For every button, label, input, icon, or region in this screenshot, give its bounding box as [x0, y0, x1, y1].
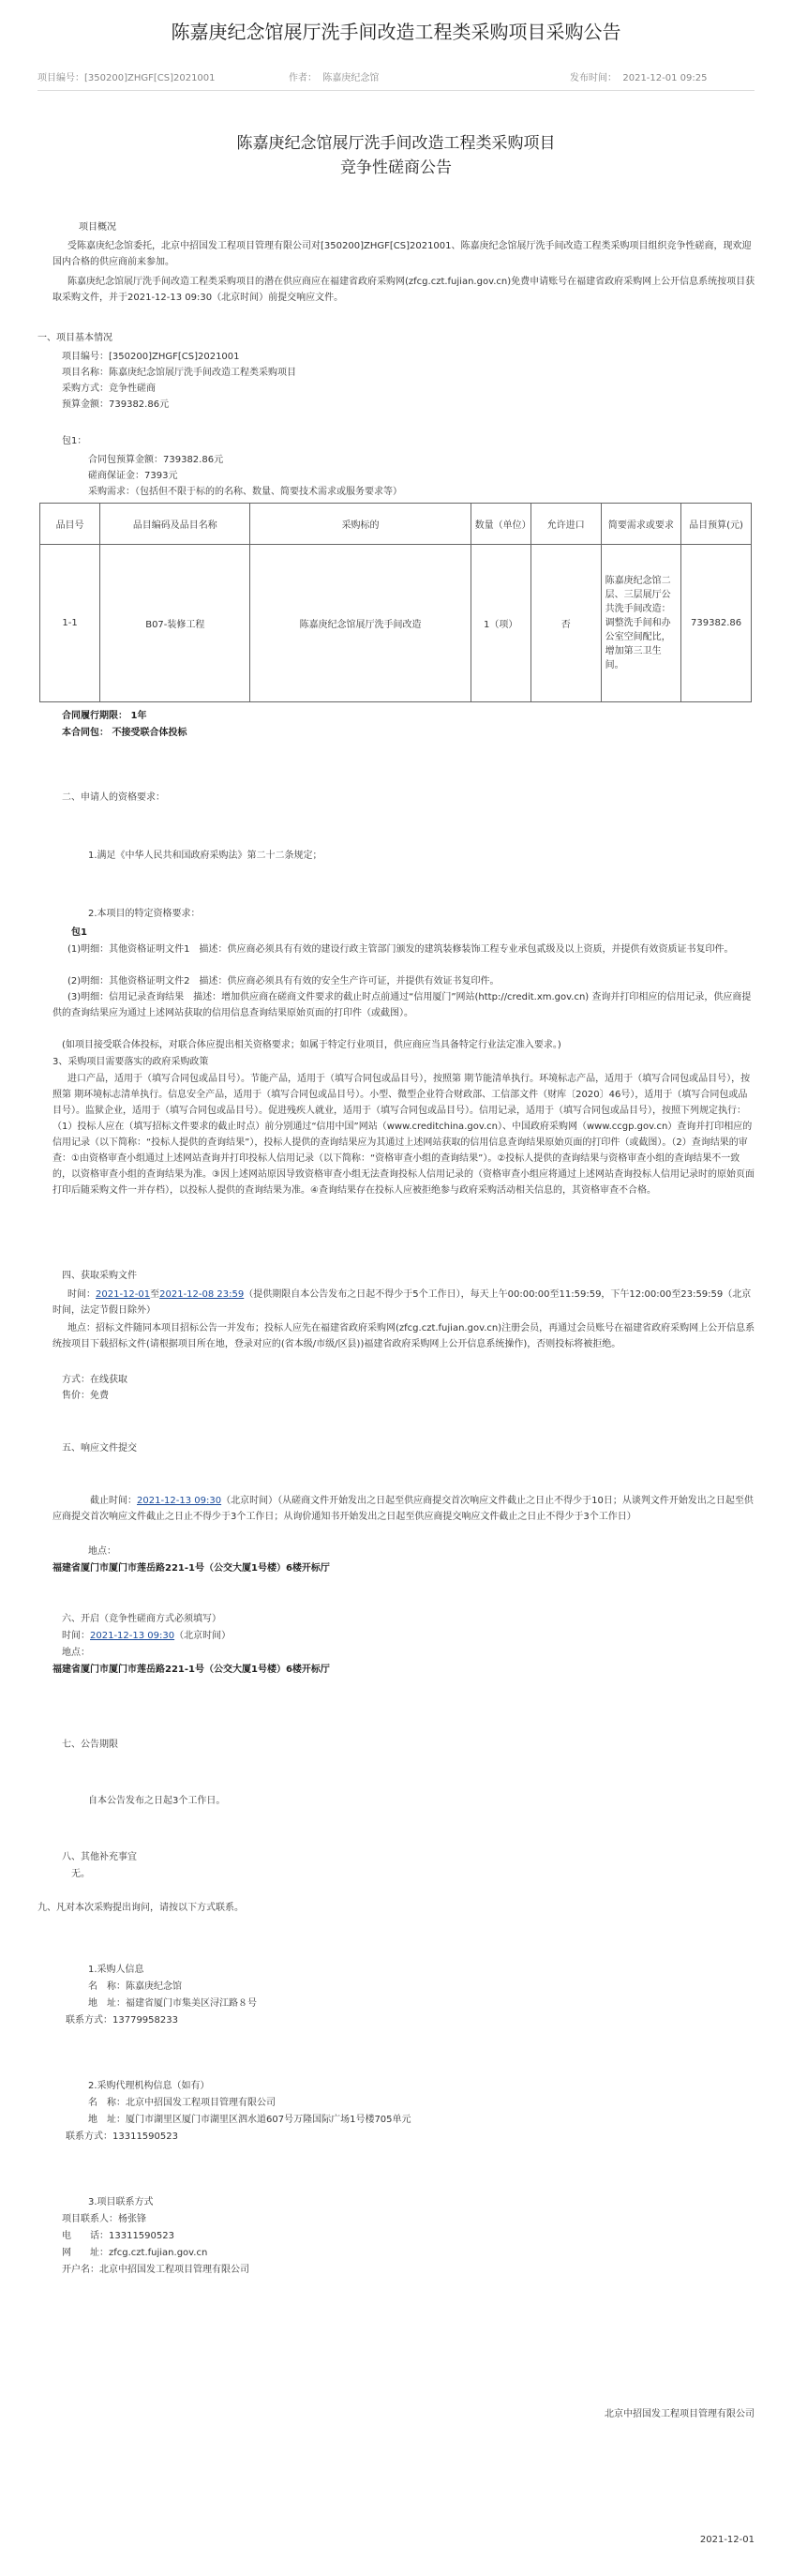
- sec1-row: 项目名称：陈嘉庚纪念馆展厅洗手间改造工程类采购项目: [62, 368, 296, 378]
- table-header: 简要需求或要求: [601, 504, 681, 545]
- divider: [37, 90, 755, 91]
- sec8-title: 八、其他补充事宜: [62, 1852, 137, 1862]
- req-item: (3)明细：信用记录查询结果 描述：增加供应商在磋商文件要求的截止时点前通过“信用厦门”网站(http://credit.xm.gov.cn) 查询并打印相应的信用记录，供应商提供的查询结果应为通过上述网站获取的信用信息查询结果原始页面的打印件（或截图）。: [52, 992, 752, 1018]
- meta-bar: [37, 69, 755, 83]
- procurement-table: [39, 503, 752, 702]
- time-start-link[interactable]: 2021-12-01: [96, 1289, 151, 1300]
- sec6-place: 福建省厦门市厦门市莲岳路221-1号（公交大厦1号楼）6楼开标厅: [52, 1665, 330, 1675]
- contact-line: 网 址：zfcg.czt.fujian.gov.cn: [62, 2248, 208, 2258]
- req1: 1.满足《中华人民共和国政府采购法》第二十二条规定；: [88, 851, 322, 861]
- sec4-time: 时间：2021-12-01至2021-12-08 23:59（提供期限自本公告发布之日起不得少于5个工作日），每天上午00:00:00至11:59:59，下午12:00:00至23:59:59（北京时间，法定节假日除外）: [52, 1289, 752, 1316]
- contact-line: 电 话：13311590523: [62, 2231, 174, 2241]
- contact-title: 3.项目联系方式: [88, 2197, 154, 2207]
- agency-line: 地 址：厦门市湖里区厦门市湖里区泗水道607号万隆国际广场1号楼705单元: [88, 2115, 411, 2125]
- purchaser-line: 联系方式：13779958233: [66, 2015, 178, 2026]
- overview-p1: 受陈嘉庚纪念馆委托，北京中招国发工程项目管理有限公司对[350200]ZHGF[CS]2021001、陈嘉庚纪念馆展厅洗手间改造工程类采购项目组织竞争性磋商，现欢迎国内合格的供应商前来参加。: [52, 241, 752, 267]
- doc-heading-1: 陈嘉庚纪念馆展厅洗手间改造工程类采购项目: [236, 134, 556, 153]
- table-header: 品目号: [40, 504, 100, 545]
- table-header: 允许进口: [530, 504, 601, 545]
- agency-line: 联系方式：13311590523: [66, 2132, 178, 2142]
- table-cell: 否: [530, 545, 601, 702]
- table-cell: 739382.86: [681, 545, 752, 702]
- pkg-requirement: 采购需求：（包括但不限于标的的名称、数量、简要技术需求或服务要求等）: [88, 487, 402, 497]
- purchaser-line: 名 称：陈嘉庚纪念馆: [88, 1981, 182, 1992]
- req-note: (如项目接受联合体投标，对联合体应提出相关资格要求；如属于特定行业项目，供应商应当具备特定行业法定准入要求。): [62, 1040, 561, 1050]
- sec1-title: 一、项目基本情况: [37, 333, 112, 343]
- consortium: 本合同包： 不接受联合体投标: [62, 728, 187, 738]
- table-header: 数量（单位）: [471, 504, 530, 545]
- req-item: (2)明细：其他资格证明文件2 描述：供应商必须具有有效的安全生产许可证，并提供有效证书复印件。: [67, 976, 500, 987]
- req-package: 包1: [71, 927, 87, 938]
- sec1-row: 采购方式：竞争性磋商: [62, 384, 156, 394]
- agency-line: 名 称：北京中招国发工程项目管理有限公司: [88, 2098, 276, 2108]
- table-cell: 1（项）: [471, 545, 530, 702]
- table-cell: 1-1: [40, 545, 100, 702]
- pkg-budget: 合同包预算金额：739382.86元: [88, 455, 224, 465]
- sec9-title: 九、凡对本次采购提出询问，请按以下方式联系。: [37, 1903, 244, 1913]
- sec4-price: 售价：免费: [62, 1391, 109, 1401]
- purchaser-line: 地 址：福建省厦门市集美区浔江路８号: [88, 1998, 257, 2009]
- table-row: [40, 545, 752, 702]
- open-time-link[interactable]: 2021-12-13 09:30: [90, 1631, 175, 1641]
- sec1-row: 预算金额：739382.86元: [62, 399, 170, 410]
- agency-title: 2.采购代理机构信息（如有）: [88, 2081, 210, 2091]
- pkg-deposit: 磋商保证金：7393元: [88, 471, 178, 481]
- package-label: 包1：: [62, 436, 87, 446]
- sec4-title: 四、获取采购文件: [62, 1271, 137, 1281]
- req2-title: 2.本项目的特定资格要求：: [88, 909, 201, 919]
- table-cell: 陈嘉庚纪念馆展厅洗手间改造: [250, 545, 471, 702]
- table-header: 品目预算(元): [681, 504, 752, 545]
- sec5-place-label: 地点：: [88, 1546, 116, 1557]
- sec5-deadline: 截止时间：2021-12-13 09:30（北京时间）（从磋商文件开始发出之日起至供应商提交首次响应文件截止之日止不得少于10日；从谈判文件开始发出之日起至供应商提交首次响应文件截止之日止不得少于3个工作日；从询价通知书开始发出之日起至供应商提交响应文件截止之日止不得少于3个工作日）: [52, 1496, 754, 1522]
- sec4-method: 方式：在线获取: [62, 1375, 127, 1385]
- sec5-title: 五、响应文件提交: [62, 1443, 137, 1454]
- sec6-place-label: 地点：: [62, 1648, 90, 1658]
- req-item: (1)明细：其他资格证明文件1 描述：供应商必须具有有效的建设行政主管部门颁发的建筑装修装饰工程专业承包贰级及以上资质，并提供有效资质证书复印件。: [67, 944, 734, 955]
- sec7-text: 自本公告发布之日起3个工作日。: [88, 1796, 226, 1806]
- page-title: 陈嘉庚纪念馆展厅洗手间改造工程类采购项目采购公告: [171, 21, 621, 43]
- contact-line: 开户名：北京中招国发工程项目管理有限公司: [62, 2265, 249, 2275]
- overview-p2: 陈嘉庚纪念馆展厅洗手间改造工程类采购项目的潜在供应商应在福建省政府采购网(zfcg.czt.fujian.gov.cn)免费申请账号在福建省政府采购网上公开信息系统按项目获取采购文件，并于2021-12-13 09:30（北京时间）前提交响应文件。: [52, 277, 755, 303]
- project-no: [350200]ZHGF[CS]2021001: [84, 73, 216, 83]
- sec5-place: 福建省厦门市厦门市莲岳路221-1号（公交大厦1号楼）6楼开标厅: [52, 1563, 330, 1574]
- author: 作者： 陈嘉庚纪念馆: [289, 73, 380, 83]
- deadline-link[interactable]: 2021-12-13 09:30: [137, 1496, 222, 1506]
- publish-time: 发布时间： 2021-12-01 09:25: [570, 73, 708, 83]
- purchaser-title: 1.采购人信息: [88, 1965, 144, 1975]
- sec6-time: 时间：2021-12-13 09:30（北京时间）: [62, 1631, 232, 1641]
- time-end-link[interactable]: 2021-12-08 23:59: [159, 1289, 245, 1300]
- sec6-title: 六、开启（竞争性磋商方式必须填写）: [62, 1614, 221, 1624]
- contact-line: 项目联系人：杨张锋: [62, 2214, 146, 2224]
- policy-text: 进口产品，适用于（填写合同包或品目号）。节能产品，适用于（填写合同包或品目号），按照第 期节能清单执行。环境标志产品，适用于（填写合同包或品目号），按照第 期环境标志清单执行。信息安全产品，适用于（填写合同包或品目号）。小型、微型企业符合财政部、工信部文件（财库〔2020〕46号），适用于（填写合同包或品目号）。监狱企业，适用于（填写合同包或品目号）。促进残疾人就业，适用于（填写合同包或品目号）。信用记录，适用于（填写合同包或品目号），按照下列规定执行：（1）投标人应在（填写招标文件要求的截止时点）前分别通过“信用中国”网站（www.creditchina.gov.cn）、中国政府采购网（www.ccgp.gov.cn）查询并打印相应的信用记录（以下简称：“投标人提供的查询结果”），投标人提供的查询结果应为其通过上述网站获取的信用信息查询结果原始页面的打印件（或截图）。（2）查询结果的审查：①由资格审查小组通过上述网站查询并打印投标人信用记录（以下简称：“资格审查小组的查询结果”）。②投标人提供的查询结果与资格审查小组的查询结果不一致的，以资格审查小组的查询结果为准。③因上述网站原因导致资格审查小组无法查询投标人信用记录的（资格审查小组应将通过上述网站查询投标人信用记录时的原始页面打印后随采购文件一并存档），以投标人提供的查询结果为准。④查询结果存在投标人应被拒绝参与政府采购活动相关信息的，其资格审查不合格。: [52, 1074, 755, 1196]
- footer-org: 北京中招国发工程项目管理有限公司: [605, 2409, 755, 2419]
- footer-date: 2021-12-01: [699, 2535, 755, 2545]
- contract-period: 合同履行期限： 1年: [62, 711, 147, 721]
- table-cell: 陈嘉庚纪念馆二层、三层展厅公共洗手间改造：调整洗手间和办公室空间配比，增加第三卫生间。: [601, 545, 681, 702]
- policy-title: 3、采购项目需要落实的政府采购政策: [52, 1057, 209, 1067]
- sec7-title: 七、公告期限: [62, 1740, 118, 1750]
- table-header-row: [40, 504, 752, 545]
- table-header: 采购标的: [250, 504, 471, 545]
- sec1-row: 项目编号：[350200]ZHGF[CS]2021001: [62, 352, 240, 362]
- overview-title: 项目概况: [79, 222, 116, 233]
- doc-heading-2: 竞争性磋商公告: [340, 158, 452, 177]
- sec2-title: 二、申请人的资格要求：: [62, 792, 165, 803]
- sec4-place: 地点：招标文件随同本项目招标公告一并发布；投标人应先在福建省政府采购网(zfcg.czt.fujian.gov.cn)注册会员，再通过会员账号在福建省政府采购网上公开信息系统按项目下载招标文件(请根据项目所在地，登录对应的(省本级/市级/区县))福建省政府采购网上公开信息系统操作)，否则投标将被拒绝。: [52, 1323, 755, 1349]
- project-no-label: 项目编号：: [37, 73, 84, 83]
- sec8-text: 无。: [71, 1869, 90, 1879]
- table-header: 品目编码及品目名称: [100, 504, 250, 545]
- table-cell: B07-装修工程: [100, 545, 250, 702]
